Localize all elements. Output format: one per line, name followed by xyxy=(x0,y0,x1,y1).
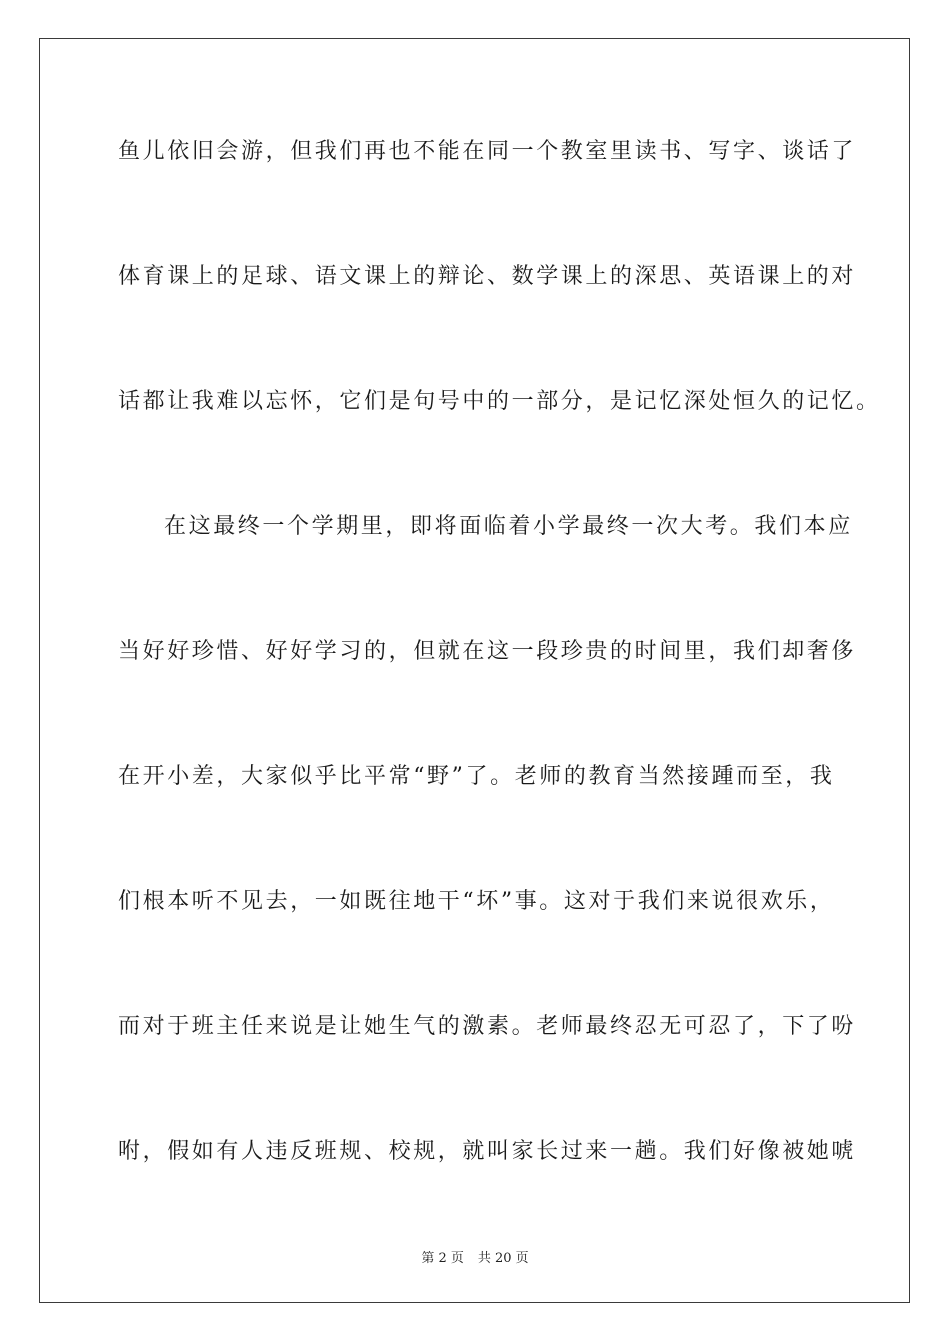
text-line-2: 体育课上的足球、语文课上的辩论、数学课上的深思、英语课上的对 xyxy=(118,264,857,289)
text-line-5: 当好好珍惜、好好学习的，但就在这一段珍贵的时间里，我们却奢侈 xyxy=(118,639,857,664)
text-line-7: 们根本听不见去，一如既往地干“坏”事。这对于我们来说很欢乐， xyxy=(118,889,835,914)
page-footer xyxy=(0,1247,950,1266)
text-line-3: 话都让我难以忘怀，它们是句号中的一部分，是记忆深处恒久的记忆。 xyxy=(118,389,881,414)
page-border xyxy=(39,38,910,1303)
total-pages: 共 20 页 xyxy=(477,1251,529,1266)
text-line-9: 咐，假如有人违反班规、校规，就叫家长过来一趟。我们好像被她唬 xyxy=(118,1139,857,1164)
text-line-1: 鱼儿依旧会游，但我们再也不能在同一个教室里读书、写字、谈话了 xyxy=(118,139,857,164)
page-number: 第 2 页 xyxy=(421,1251,464,1266)
text-line-8: 而对于班主任来说是让她生气的激素。老师最终忍无可忍了，下了吩 xyxy=(118,1014,857,1039)
text-line-6: 在开小差，大家似乎比平常“野”了。老师的教育当然接踵而至，我 xyxy=(118,764,835,789)
text-line-4-paragraph-start: 在这最终一个学期里，即将面临着小学最终一次大考。我们本应 xyxy=(164,514,853,539)
